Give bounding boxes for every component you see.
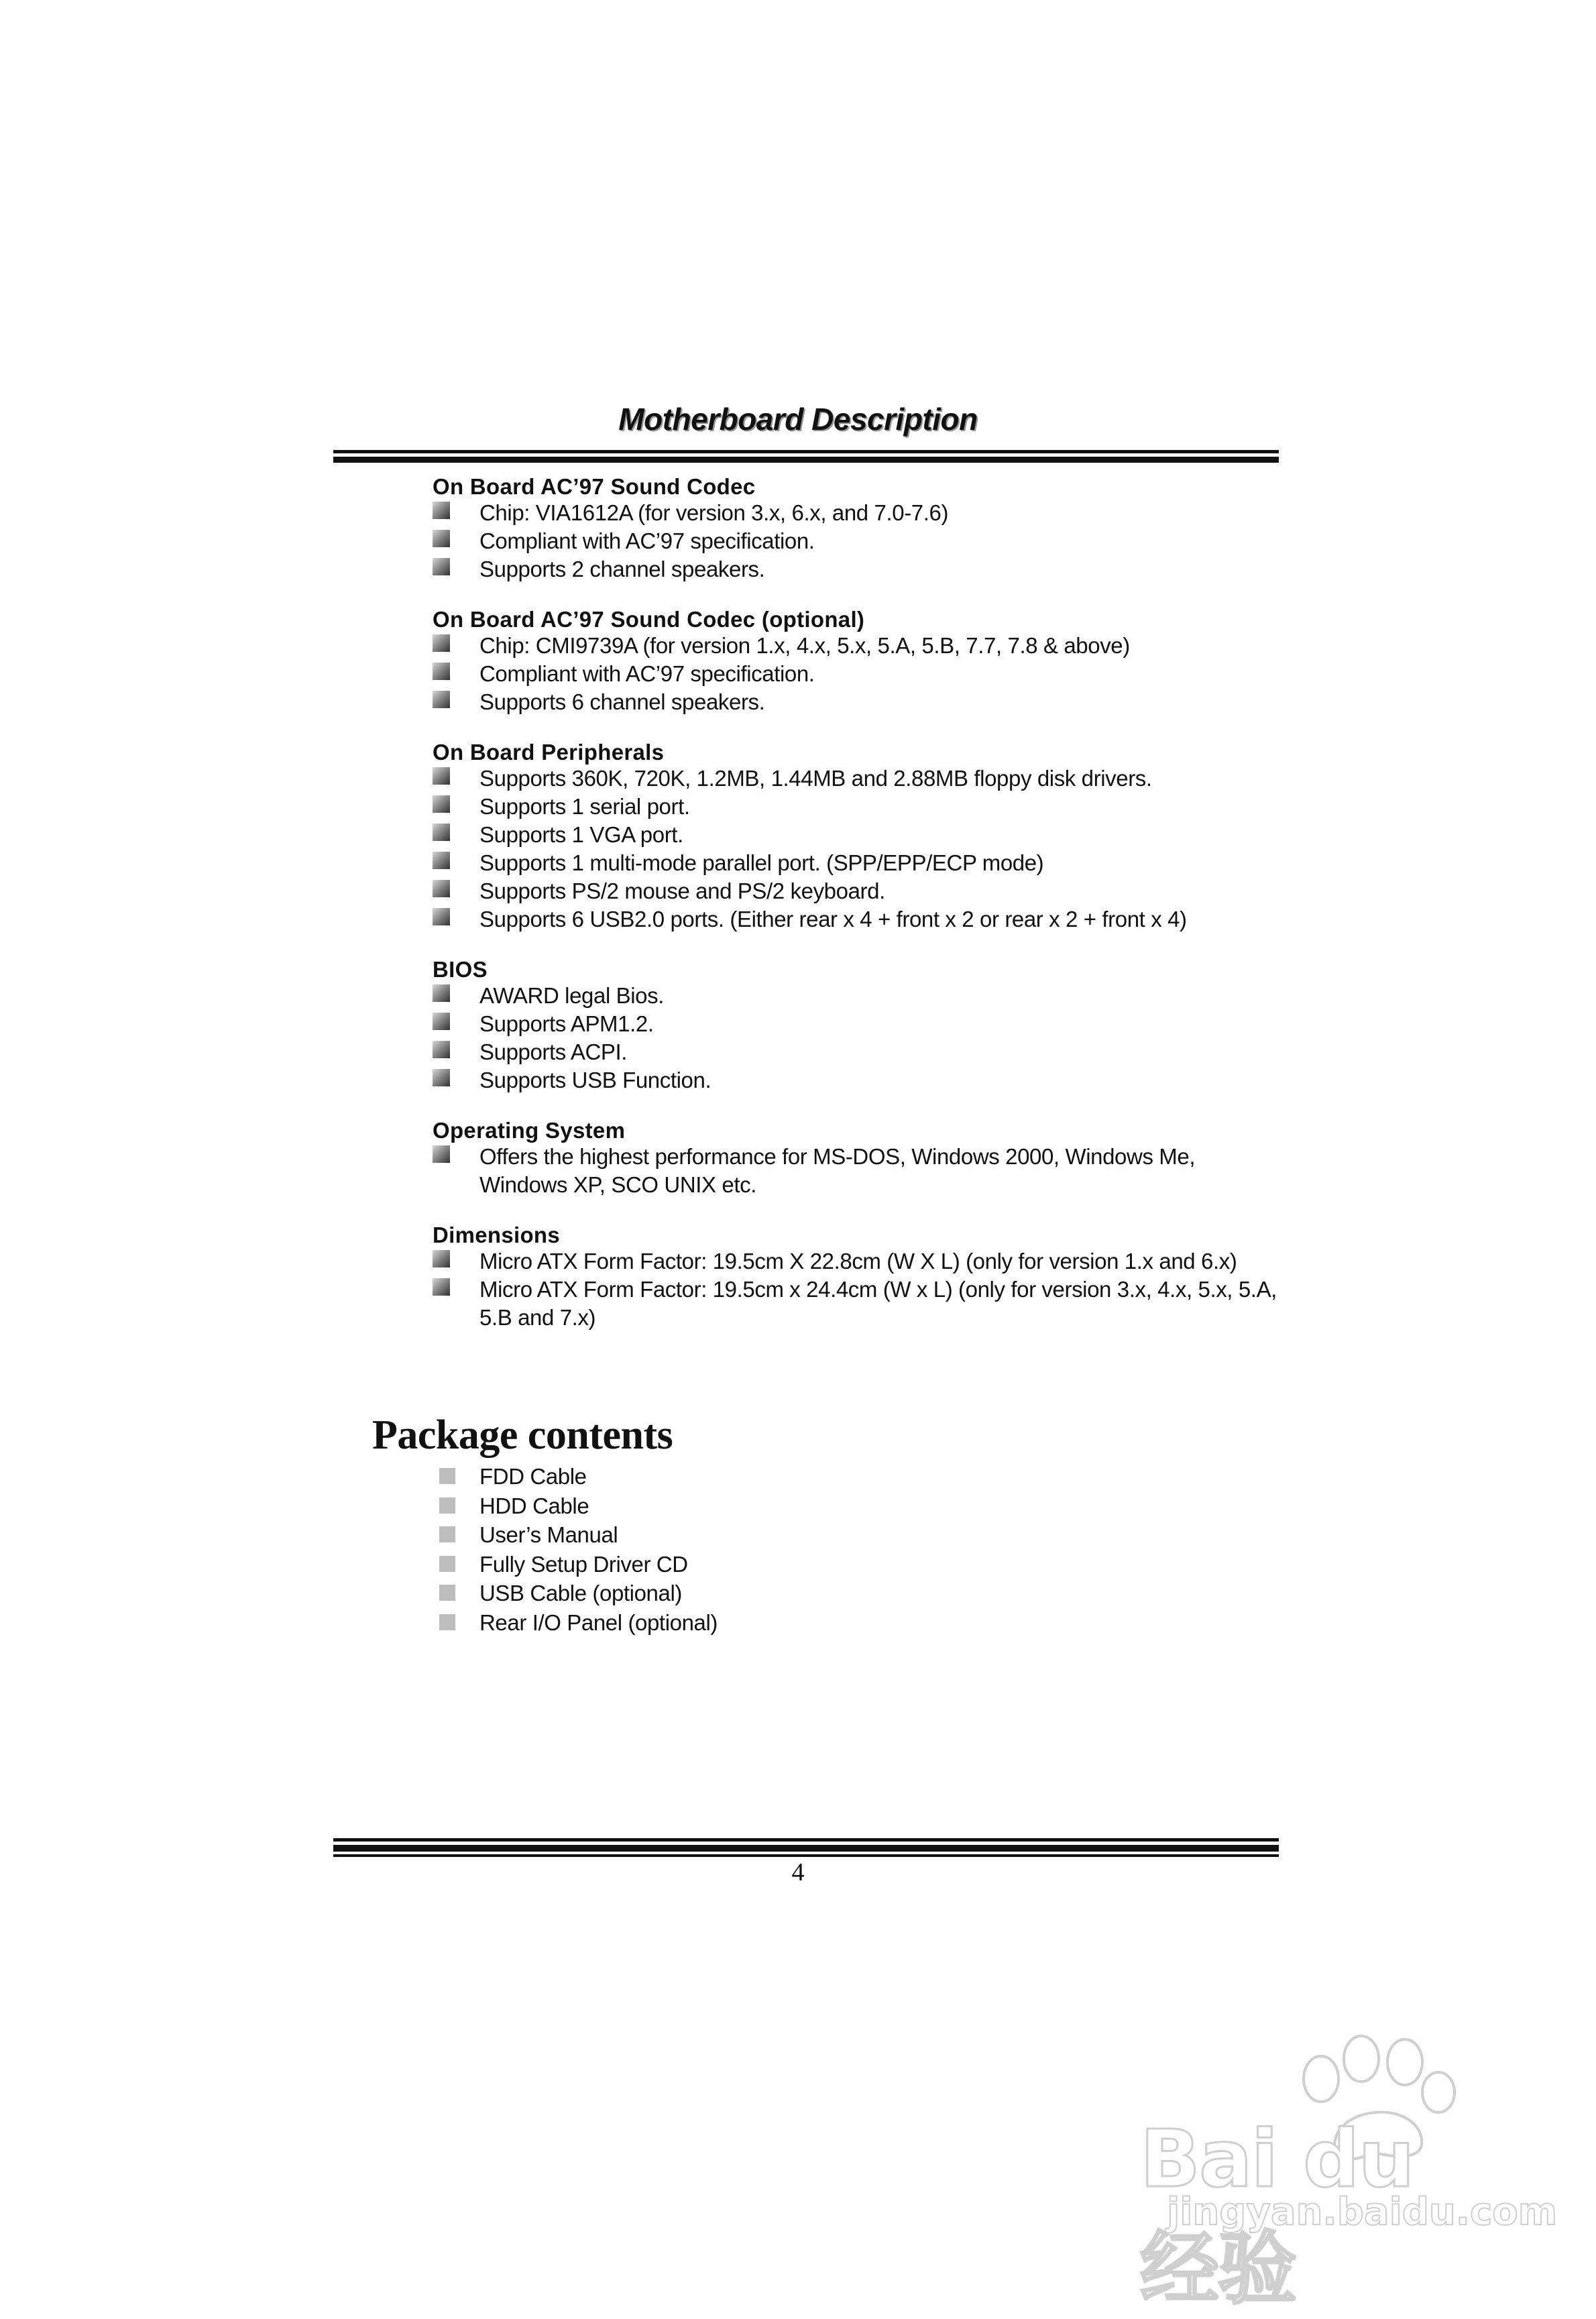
square-bullet-icon bbox=[433, 1145, 450, 1163]
list-item: Rear I/O Panel (optional) bbox=[439, 1608, 1244, 1638]
square-bullet-icon bbox=[433, 634, 450, 652]
list-item: Chip: CMI9739A (for version 1.x, 4.x, 5.x, 5.A, 5.B, 7.7, 7.8 & above) bbox=[433, 632, 1279, 660]
list-item: Chip: VIA1612A (for version 3.x, 6.x, and 7.0-7.6) bbox=[433, 499, 1279, 527]
list-item: USB Cable (optional) bbox=[439, 1579, 1244, 1608]
square-bullet-icon bbox=[433, 1041, 450, 1058]
footer-rule-thin bbox=[333, 1838, 1279, 1842]
square-bullet-icon bbox=[433, 824, 450, 841]
list-item: FDD Cable bbox=[439, 1462, 1244, 1491]
section-title: On Board AC’97 Sound Codec bbox=[433, 474, 756, 499]
list-item: Offers the highest performance for MS-DOS, Windows 2000, Windows Me, Windows XP, SCO UNIX etc. bbox=[433, 1143, 1279, 1199]
list-item: Compliant with AC’97 specification. bbox=[433, 527, 1279, 555]
list-item: Supports ACPI. bbox=[433, 1038, 1279, 1066]
list-item: User’s Manual bbox=[439, 1520, 1244, 1550]
square-bullet-icon bbox=[439, 1556, 455, 1572]
section-peripherals bbox=[433, 740, 1279, 934]
section-operating-system bbox=[433, 1119, 1279, 1199]
list-item: Supports 1 multi-mode parallel port. (SPP/EPP/ECP mode) bbox=[433, 849, 1279, 877]
section-title: On Board AC’97 Sound Codec (optional) bbox=[433, 607, 865, 632]
section-title: Dimensions bbox=[433, 1223, 561, 1247]
square-bullet-icon bbox=[433, 1013, 450, 1030]
square-bullet-icon bbox=[433, 908, 450, 925]
section-title: Operating System bbox=[433, 1118, 626, 1143]
footer-rule-thick bbox=[333, 1845, 1279, 1852]
square-bullet-icon bbox=[433, 663, 450, 680]
square-bullet-icon bbox=[433, 1250, 450, 1267]
square-bullet-icon bbox=[439, 1526, 455, 1542]
list-item: Micro ATX Form Factor: 19.5cm X 22.8cm (W X L) (only for version 1.x and 6.x) bbox=[433, 1247, 1279, 1276]
square-bullet-icon bbox=[439, 1614, 455, 1630]
square-bullet-icon bbox=[433, 1278, 450, 1296]
list-item: Supports USB Function. bbox=[433, 1066, 1279, 1094]
square-bullet-icon bbox=[433, 691, 450, 708]
section-sound-codec bbox=[433, 475, 1279, 583]
square-bullet-icon bbox=[439, 1497, 455, 1514]
list-item: Supports 360K, 720K, 1.2MB, 1.44MB and 2.88MB floppy disk drivers. bbox=[433, 765, 1279, 793]
square-bullet-icon bbox=[433, 880, 450, 897]
list-item: Fully Setup Driver CD bbox=[439, 1550, 1244, 1579]
header-rule-thick bbox=[333, 457, 1279, 463]
list-item: Micro ATX Form Factor: 19.5cm x 24.4cm (W x L) (only for version 3.x, 4.x, 5.x, 5.A, 5.B and 7.x) bbox=[433, 1276, 1279, 1332]
square-bullet-icon bbox=[439, 1468, 455, 1484]
list-item: Supports 6 channel speakers. bbox=[433, 688, 1279, 716]
list-item: Supports PS/2 mouse and PS/2 keyboard. bbox=[433, 877, 1279, 905]
header-rule-thin bbox=[333, 450, 1279, 453]
list-item: Supports 6 USB2.0 ports. (Either rear x 4 + front x 2 or rear x 2 + front x 4) bbox=[433, 905, 1279, 934]
section-sound-codec-optional bbox=[433, 608, 1279, 716]
page-header-title: Motherboard Description bbox=[618, 402, 978, 437]
list-item: Supports 1 serial port. bbox=[433, 793, 1279, 821]
page-number: 4 bbox=[791, 1858, 805, 1886]
baidu-jingyan-watermark bbox=[1140, 2032, 1558, 2315]
list-item: Supports APM1.2. bbox=[433, 1010, 1279, 1038]
square-bullet-icon bbox=[433, 558, 450, 575]
package-contents-title: Package contents bbox=[372, 1412, 673, 1458]
section-title: On Board Peripherals bbox=[433, 740, 665, 765]
square-bullet-icon bbox=[433, 1069, 450, 1086]
package-contents-list bbox=[439, 1462, 1244, 1637]
list-item: Supports 1 VGA port. bbox=[433, 821, 1279, 849]
square-bullet-icon bbox=[433, 502, 450, 519]
watermark-url-text: jingyan.baidu.com bbox=[1167, 2190, 1558, 2234]
footer-rule-bottom bbox=[333, 1854, 1279, 1857]
list-item: HDD Cable bbox=[439, 1491, 1244, 1521]
section-dimensions bbox=[433, 1223, 1279, 1332]
square-bullet-icon bbox=[433, 795, 450, 813]
square-bullet-icon bbox=[433, 984, 450, 1002]
section-bios bbox=[433, 958, 1279, 1094]
list-item: AWARD legal Bios. bbox=[433, 982, 1279, 1010]
square-bullet-icon bbox=[433, 530, 450, 547]
square-bullet-icon bbox=[433, 852, 450, 869]
spec-content bbox=[433, 475, 1279, 1356]
list-item: Supports 2 channel speakers. bbox=[433, 555, 1279, 583]
section-title: BIOS bbox=[433, 957, 488, 982]
list-item: Compliant with AC’97 specification. bbox=[433, 660, 1279, 688]
square-bullet-icon bbox=[439, 1585, 455, 1601]
square-bullet-icon bbox=[433, 767, 450, 785]
watermark-brand-text: Bai du 经验 bbox=[1140, 2112, 1414, 2315]
